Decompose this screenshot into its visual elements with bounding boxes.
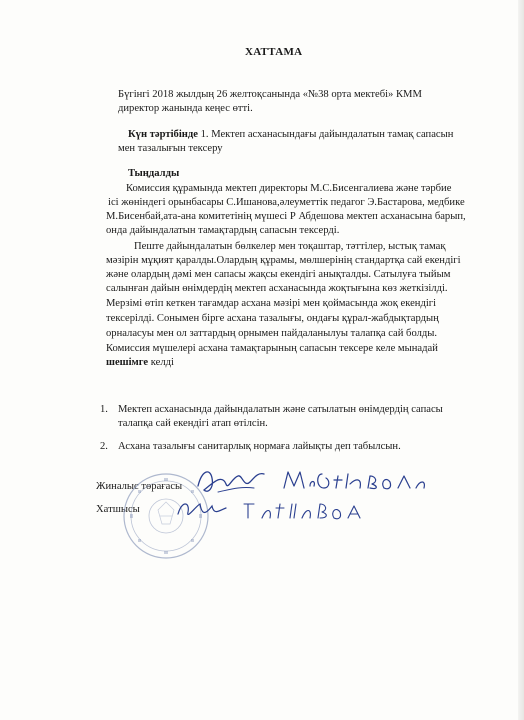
heard-line-5: Пеште дайындалатын бөлкелер мен тоқаштар, тәттілер, ыстық тамақ xyxy=(134,241,446,252)
secretary-signature-mark xyxy=(172,494,232,524)
heard-line-12: Комиссия мүшелері асхана тамақтарының сапасын тексере келе мынадай xyxy=(106,343,438,354)
decision-2-number: 2. xyxy=(100,441,108,452)
heard-line-8: салынған дайын өнімдердің мектеп асханасында жоқтығына көз жеткізілді. xyxy=(106,283,448,294)
heard-line-1: Комиссия құрамында мектеп директоры М.С.Бисенгалиева және тәрбие xyxy=(126,183,452,194)
chair-handwritten-name xyxy=(280,466,430,496)
scan-edge xyxy=(518,0,524,720)
heard-label: Тыңдалды xyxy=(128,168,180,179)
decision-intro-line xyxy=(106,356,174,369)
heard-line-9: Мерзімі өтіп кеткен тағамдар асхана мәзірі мен қоймасында жоқ екендігі xyxy=(106,298,437,309)
intro-line-2: директор жанында кеңес өтті. xyxy=(118,103,253,114)
document-title: ХАТТАМА xyxy=(245,46,303,58)
decision-word: шешімге xyxy=(106,357,149,368)
secretary-label: Хатшысы xyxy=(96,504,140,515)
intro-line-1: Бүгінгі 2018 жылдың 26 желтоқсанында «№38 орта мектебі» КММ xyxy=(118,89,422,100)
decision-1-number: 1. xyxy=(100,404,108,415)
heard-line-6: мәзірін мұқият қаралды.Олардың құрамы, мөлшерінің стандартқа сай екендігі xyxy=(106,255,461,266)
heard-line-4: онда дайындалатын тамақтардың сапасын тексерді. xyxy=(106,225,340,236)
chair-label: Жиналыс төрағасы xyxy=(96,481,183,492)
heard-line-3: М.Бисенбай,ата-ана комитетінің мүшесі Р Абдешова мектеп асханасына барып, xyxy=(106,211,466,222)
decision-2-line-1: Асхана тазалығы санитарлық нормаға лайықты деп табылсын. xyxy=(118,441,401,452)
agenda-label: Күн тәртібінде xyxy=(128,129,198,140)
decision-rest: келді xyxy=(150,357,174,368)
decision-1-line-1: Мектеп асханасында дайындалатын және сатылатын өнімдердің сапасы xyxy=(118,404,443,415)
agenda-text-1: 1. Мектеп асханасындағы дайындалатын тамақ сапасын xyxy=(200,129,454,140)
heard-line-7: және олардың дәмі мен сапасы жақсы екендігі анықталды. Сатылуға тыйым xyxy=(106,269,451,280)
heard-line-11: орналасуы мен ол заттардың орнымен пайдаланылуы талапқа сай болды. xyxy=(106,328,438,339)
heard-line-2: ісі жөніндегі орынбасары С.Ишанова,әлеуметтік педагог Э.Бастарова, медбике xyxy=(108,197,465,208)
agenda-line-1 xyxy=(128,128,453,141)
decision-1-line-2: талапқа сай екендігі атап өтілсін. xyxy=(118,418,268,429)
agenda-line-2: мен тазалығын тексеру xyxy=(118,143,223,154)
secretary-handwritten-name xyxy=(240,496,370,524)
heard-line-10: тексерілді. Сонымен бірге асхана тазалығы, ондағы құрал-жабдықтардың xyxy=(106,313,439,324)
